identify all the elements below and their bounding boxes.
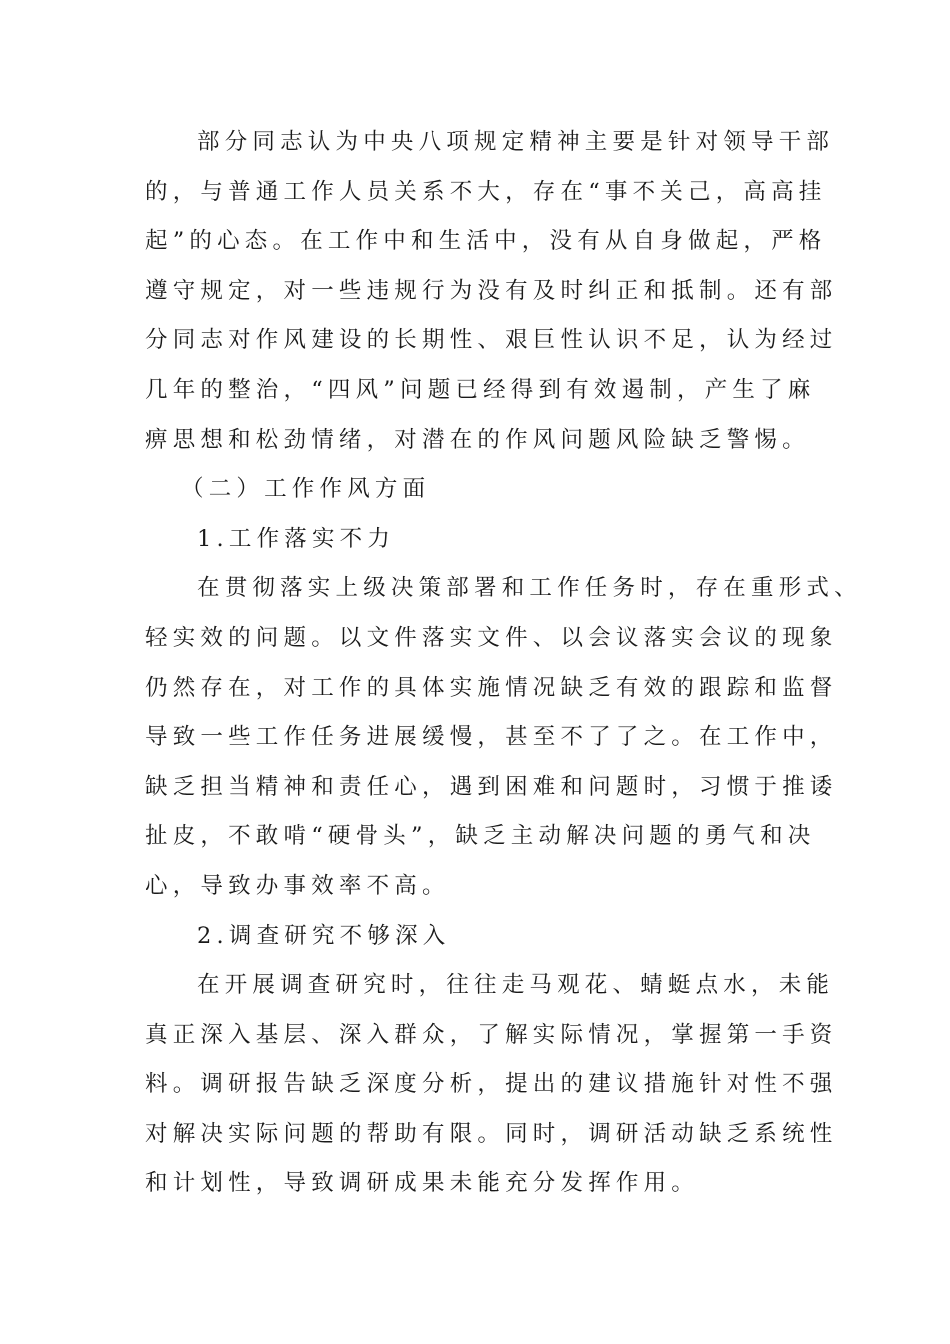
text-line: 起”的心态。在工作中和生活中，没有从自身做起，严格 [145, 228, 827, 255]
text-line: 在贯彻落实上级决策部署和工作任务时，存在重形式、 [197, 575, 862, 602]
text-line: 扯皮，不敢啃“硬骨头”，缺乏主动解决问题的勇气和决 [145, 823, 816, 850]
paragraph-attitude [145, 118, 838, 465]
text-line: 料。调研报告缺乏深度分析，提出的建议措施针对性不强 [145, 1071, 838, 1098]
paragraph-implementation [145, 564, 862, 911]
text-line: 部分同志认为中央八项规定精神主要是针对领导干部 [197, 129, 835, 155]
subheading-research [145, 912, 810, 962]
subheading-implementation [145, 515, 810, 565]
text-line: 真正深入基层、深入群众，了解实际情况，掌握第一手资 [145, 1021, 838, 1048]
text-line: 在开展调查研究时，往往走马观花、蜻蜓点水，未能 [197, 972, 835, 999]
text-line: 对解决实际问题的帮助有限。同时，调研活动缺乏系统性 [145, 1120, 838, 1147]
section-heading-text: （二）工作作风方面 [181, 476, 431, 503]
text-line: 导致一些工作任务进展缓慢，甚至不了了之。在工作中， [145, 724, 838, 751]
text-line: 和计划性，导致调研成果未能充分发挥作用。 [145, 1170, 700, 1197]
text-line: 的，与普通工作人员关系不大，存在“事不关己，高高挂 [145, 178, 827, 205]
text-line: 心，导致办事效率不高。 [145, 872, 450, 899]
subheading-text: 1.工作落实不力 [197, 525, 396, 552]
text-line: 仍然存在，对工作的具体实施情况缺乏有效的跟踪和监督 [145, 674, 838, 701]
text-line: 缺乏担当精神和责任心，遇到困难和问题时，习惯于推诿 [145, 773, 838, 800]
text-line: 痹思想和松劲情绪，对潜在的作风问题风险缺乏警惕。 [145, 426, 810, 453]
section-heading-work-style [145, 465, 810, 515]
text-line: 几年的整治，“四风”问题已经得到有效遏制，产生了麻 [145, 376, 816, 403]
document-page [145, 118, 862, 1209]
text-line: 分同志对作风建设的长期性、艰巨性认识不足，认为经过 [145, 327, 838, 354]
text-line: 轻实效的问题。以文件落实文件、以会议落实会议的现象 [145, 624, 838, 651]
subheading-text: 2.调查研究不够深入 [197, 922, 451, 949]
text-line: 遵守规定，对一些违规行为没有及时纠正和抵制。还有部 [145, 277, 838, 304]
paragraph-research [145, 961, 838, 1209]
